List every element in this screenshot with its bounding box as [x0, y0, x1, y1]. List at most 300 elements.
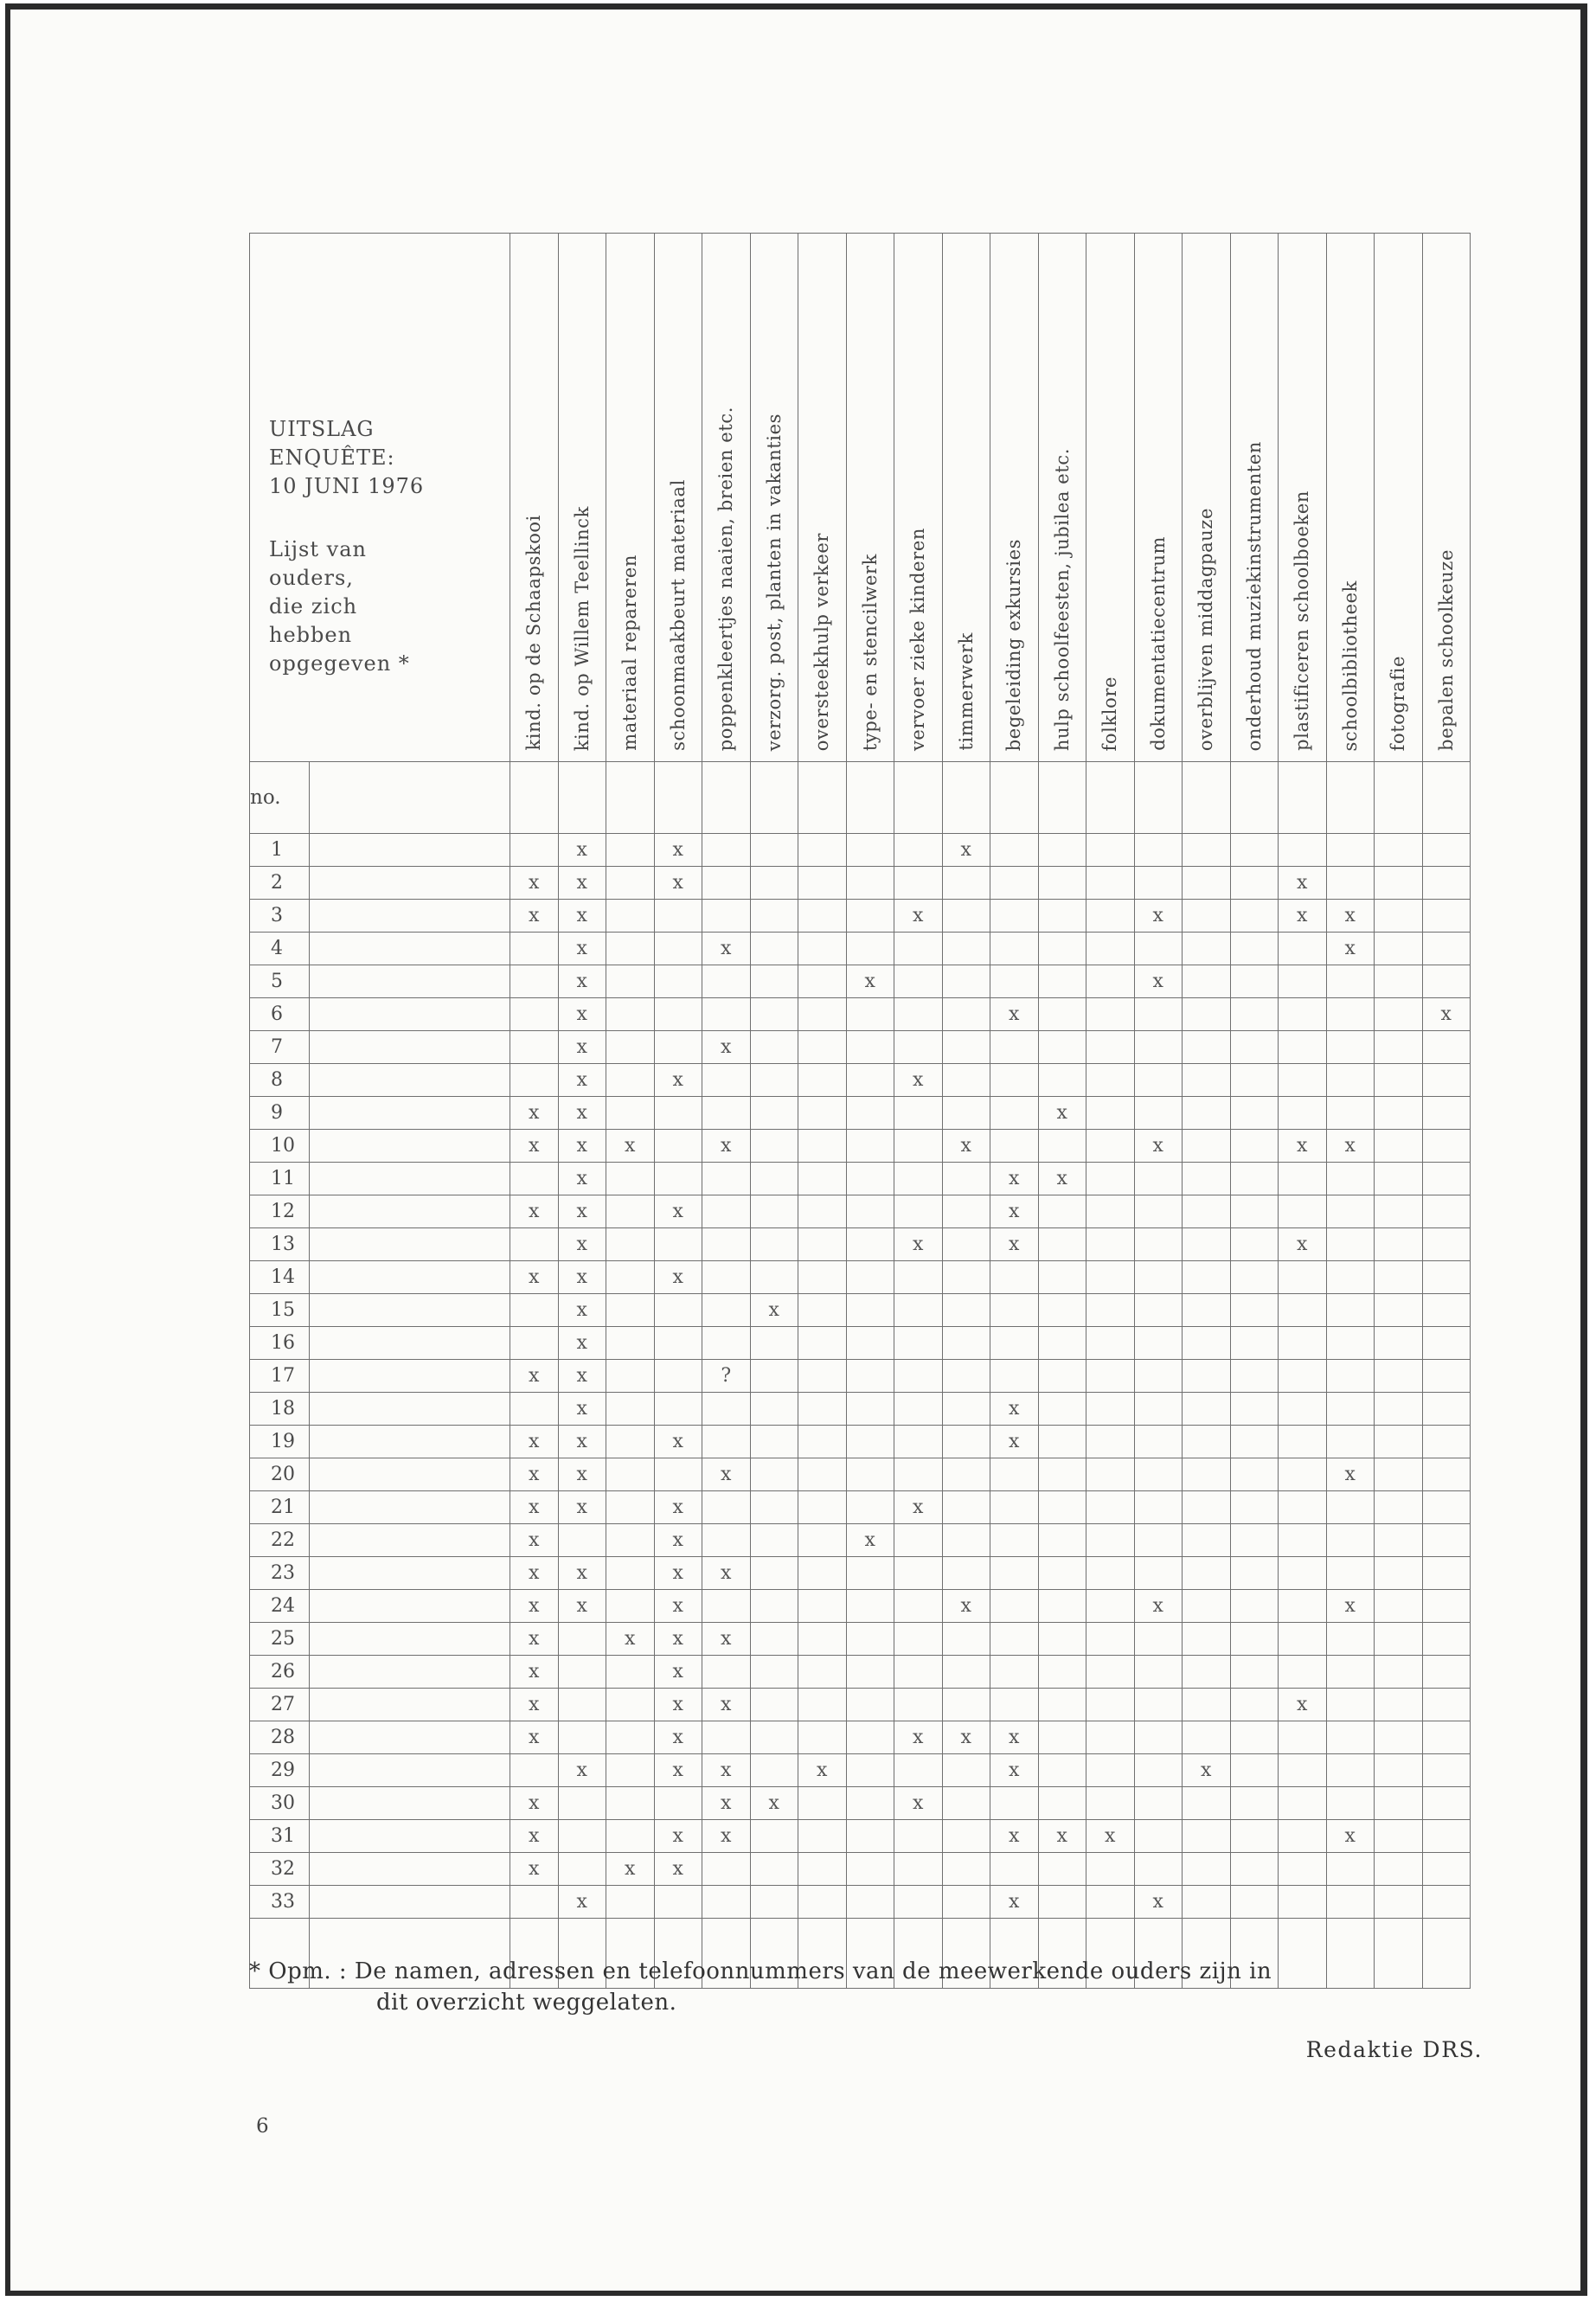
mark-cell [1375, 834, 1423, 867]
column-header-label: oversteekhulp verkeer [811, 532, 833, 751]
mark-cell [1183, 1261, 1231, 1294]
mark-cell [1279, 1491, 1327, 1524]
mark-cell [846, 1623, 894, 1656]
mark-cell [702, 1491, 751, 1524]
name-cell [309, 1458, 510, 1491]
page-number: 6 [256, 2115, 269, 2138]
mark-cell [1375, 1491, 1423, 1524]
column-header [1134, 234, 1183, 762]
mark-cell [1422, 900, 1471, 933]
mark-cell [750, 1623, 798, 1656]
mark-cell [1326, 1491, 1375, 1524]
mark-cell [750, 1689, 798, 1721]
mark-cell: x [558, 1261, 606, 1294]
subtitle-line: ouders, [269, 566, 354, 590]
name-cell [309, 998, 510, 1031]
no-row-cell [1326, 762, 1375, 834]
mark-cell [1279, 1163, 1327, 1195]
subtitle-block [269, 535, 494, 678]
mark-cell: x [846, 965, 894, 998]
mark-cell [942, 965, 990, 998]
mark-cell [1230, 1590, 1279, 1623]
mark-cell [1422, 1623, 1471, 1656]
footnote-line: * Opm. : De namen, adressen en telefoonnummers van de meewerkende ouders zijn in [249, 1958, 1272, 1984]
mark-cell [1183, 1853, 1231, 1886]
mark-cell: x [510, 1853, 559, 1886]
row-number: 21 [250, 1491, 310, 1524]
mark-cell [990, 1360, 1039, 1393]
mark-cell: x [510, 1195, 559, 1228]
mark-cell [1326, 1754, 1375, 1787]
mark-cell [1230, 1491, 1279, 1524]
mark-cell [702, 1886, 751, 1919]
mark-cell [1422, 1426, 1471, 1458]
mark-cell [1134, 1557, 1183, 1590]
mark-cell [798, 1360, 847, 1393]
mark-cell [702, 834, 751, 867]
mark-cell [1375, 1754, 1423, 1787]
mark-cell: x [1326, 1458, 1375, 1491]
mark-cell: x [702, 1754, 751, 1787]
row-number: 8 [250, 1064, 310, 1097]
mark-cell [1183, 1064, 1231, 1097]
mark-cell [1086, 1590, 1135, 1623]
mark-cell [942, 998, 990, 1031]
column-header [1422, 234, 1471, 762]
mark-cell [894, 1886, 943, 1919]
mark-cell [1422, 1360, 1471, 1393]
row-number: 17 [250, 1360, 310, 1393]
mark-cell: x [1279, 867, 1327, 900]
column-header [1230, 234, 1279, 762]
column-header [510, 234, 559, 762]
no-row-cell [558, 762, 606, 834]
mark-cell [1134, 1097, 1183, 1130]
mark-cell [1422, 1195, 1471, 1228]
mark-cell [1134, 1031, 1183, 1064]
mark-cell [702, 1853, 751, 1886]
mark-cell: x [654, 1590, 702, 1623]
no-row-cell [1134, 762, 1183, 834]
mark-cell [942, 1393, 990, 1426]
mark-cell [1422, 867, 1471, 900]
title-date: 10 JUNI 1976 [269, 474, 425, 498]
mark-cell [1183, 1590, 1231, 1623]
mark-cell: x [990, 1754, 1039, 1787]
mark-cell [654, 933, 702, 965]
column-header-label: kind. op de Schaapskooi [523, 515, 545, 751]
mark-cell [894, 1261, 943, 1294]
mark-cell: x [558, 1590, 606, 1623]
mark-cell: x [750, 1787, 798, 1820]
header-row [250, 234, 1471, 762]
row-number: 27 [250, 1689, 310, 1721]
mark-cell [1134, 1327, 1183, 1360]
mark-cell [942, 1228, 990, 1261]
mark-cell [1422, 1261, 1471, 1294]
mark-cell [942, 933, 990, 965]
column-header [846, 234, 894, 762]
subtitle-line: Lijst van [269, 537, 367, 561]
no-row-cell [990, 762, 1039, 834]
mark-cell: x [894, 1228, 943, 1261]
mark-cell [894, 965, 943, 998]
mark-cell [1230, 1426, 1279, 1458]
mark-cell: x [510, 1458, 559, 1491]
mark-cell [1279, 1261, 1327, 1294]
mark-cell [1375, 965, 1423, 998]
mark-cell: x [990, 1426, 1039, 1458]
name-cell [309, 1886, 510, 1919]
mark-cell: x [702, 1623, 751, 1656]
mark-cell [558, 1524, 606, 1557]
mark-cell [990, 1294, 1039, 1327]
mark-cell [1038, 1031, 1086, 1064]
column-header [798, 234, 847, 762]
mark-cell [1375, 1721, 1423, 1754]
mark-cell [750, 834, 798, 867]
mark-cell [510, 933, 559, 965]
mark-cell [606, 1754, 655, 1787]
mark-cell [1326, 1623, 1375, 1656]
mark-cell [798, 1393, 847, 1426]
no-row-cell [894, 762, 943, 834]
mark-cell [1230, 965, 1279, 998]
mark-cell: x [1183, 1754, 1231, 1787]
no-row-cell [702, 762, 751, 834]
mark-cell [894, 1754, 943, 1787]
mark-cell [750, 1097, 798, 1130]
mark-cell [1038, 1426, 1086, 1458]
mark-cell [1279, 998, 1327, 1031]
mark-cell [750, 1458, 798, 1491]
mark-cell [606, 1458, 655, 1491]
mark-cell [1422, 1721, 1471, 1754]
mark-cell [990, 1590, 1039, 1623]
mark-cell [1422, 1130, 1471, 1163]
signature: Redaktie DRS. [1305, 2037, 1483, 2062]
mark-cell [1422, 1886, 1471, 1919]
mark-cell [894, 1623, 943, 1656]
mark-cell [1422, 1853, 1471, 1886]
table-row [250, 1426, 1471, 1458]
column-header [606, 234, 655, 762]
mark-cell: x [894, 900, 943, 933]
mark-cell [606, 867, 655, 900]
mark-cell [1326, 1360, 1375, 1393]
mark-cell [1230, 1524, 1279, 1557]
name-cell [309, 1327, 510, 1360]
mark-cell [1375, 1360, 1423, 1393]
mark-cell [942, 1327, 990, 1360]
mark-cell [894, 1820, 943, 1853]
mark-cell [1183, 1656, 1231, 1689]
column-header-label: schoolbibliotheek [1339, 580, 1361, 751]
mark-cell: x [510, 1623, 559, 1656]
mark-cell [1183, 1491, 1231, 1524]
mark-cell: x [510, 1097, 559, 1130]
mark-cell [942, 1524, 990, 1557]
mark-cell: x [654, 1557, 702, 1590]
mark-cell [1326, 1656, 1375, 1689]
mark-cell [1326, 867, 1375, 900]
mark-cell [894, 1294, 943, 1327]
mark-cell [558, 1853, 606, 1886]
mark-cell [606, 834, 655, 867]
mark-cell [1279, 1886, 1327, 1919]
mark-cell: x [558, 1557, 606, 1590]
mark-cell [1375, 1853, 1423, 1886]
row-number: 5 [250, 965, 310, 998]
mark-cell [1183, 1195, 1231, 1228]
mark-cell [1038, 900, 1086, 933]
mark-cell [1326, 1557, 1375, 1590]
mark-cell: x [558, 1754, 606, 1787]
column-header [1326, 234, 1375, 762]
mark-cell [1038, 933, 1086, 965]
mark-cell [1086, 1853, 1135, 1886]
mark-cell [1422, 834, 1471, 867]
mark-cell: x [702, 1787, 751, 1820]
mark-cell [654, 1130, 702, 1163]
mark-cell [1134, 1524, 1183, 1557]
mark-cell [1183, 1031, 1231, 1064]
footnote [249, 1956, 1272, 2018]
mark-cell [1230, 1097, 1279, 1130]
mark-cell [606, 1393, 655, 1426]
mark-cell [1134, 1656, 1183, 1689]
mark-cell [798, 1721, 847, 1754]
mark-cell [510, 1294, 559, 1327]
mark-cell: x [558, 1458, 606, 1491]
mark-cell [942, 1097, 990, 1130]
no-row-cell [1422, 762, 1471, 834]
mark-cell [1279, 1590, 1327, 1623]
mark-cell [654, 1327, 702, 1360]
mark-cell [1375, 998, 1423, 1031]
mark-cell [702, 1163, 751, 1195]
mark-cell [990, 1130, 1039, 1163]
mark-cell [990, 1689, 1039, 1721]
mark-cell [1230, 1327, 1279, 1360]
table-row [250, 1031, 1471, 1064]
table-body [250, 834, 1471, 1989]
mark-cell [1086, 1524, 1135, 1557]
mark-cell [894, 834, 943, 867]
title-line: UITSLAG [269, 417, 375, 441]
mark-cell [1230, 1787, 1279, 1820]
mark-cell [1230, 1163, 1279, 1195]
name-cell [309, 1820, 510, 1853]
mark-cell [894, 1458, 943, 1491]
mark-cell [798, 1130, 847, 1163]
column-header [1086, 234, 1135, 762]
column-header-label: type- en stencilwerk [859, 553, 881, 751]
table-row [250, 900, 1471, 933]
mark-cell [1230, 1820, 1279, 1853]
mark-cell [846, 1458, 894, 1491]
mark-cell [606, 1360, 655, 1393]
mark-cell: x [1279, 900, 1327, 933]
column-header [942, 234, 990, 762]
mark-cell [894, 1360, 943, 1393]
mark-cell: x [558, 933, 606, 965]
table-row [250, 1754, 1471, 1787]
mark-cell [846, 1426, 894, 1458]
mark-cell [750, 1853, 798, 1886]
mark-cell [1375, 1886, 1423, 1919]
mark-cell [942, 900, 990, 933]
row-number: 24 [250, 1590, 310, 1623]
mark-cell: x [990, 1195, 1039, 1228]
mark-cell [1422, 1327, 1471, 1360]
mark-cell: x [558, 1327, 606, 1360]
mark-cell [1422, 1228, 1471, 1261]
column-header [702, 234, 751, 762]
row-number: 1 [250, 834, 310, 867]
mark-cell: x [1326, 933, 1375, 965]
mark-cell: ? [702, 1360, 751, 1393]
mark-cell [798, 1097, 847, 1130]
empty-cell [1326, 1919, 1375, 1989]
table-row [250, 1360, 1471, 1393]
table-row [250, 1163, 1471, 1195]
mark-cell [606, 1195, 655, 1228]
mark-cell [1422, 1294, 1471, 1327]
mark-cell [846, 1031, 894, 1064]
table-row [250, 1853, 1471, 1886]
table-row [250, 1590, 1471, 1623]
column-header-label: onderhoud muziekinstrumenten [1243, 440, 1265, 751]
mark-cell [1086, 965, 1135, 998]
table-row [250, 1458, 1471, 1491]
mark-cell [1230, 933, 1279, 965]
mark-cell [606, 1064, 655, 1097]
mark-cell: x [702, 1820, 751, 1853]
mark-cell [1326, 1163, 1375, 1195]
mark-cell [1375, 1097, 1423, 1130]
mark-cell: x [558, 998, 606, 1031]
mark-cell [1375, 1163, 1423, 1195]
mark-cell [750, 933, 798, 965]
mark-cell [798, 933, 847, 965]
mark-cell: x [510, 900, 559, 933]
mark-cell: x [510, 1360, 559, 1393]
mark-cell: x [702, 1689, 751, 1721]
mark-cell [942, 1064, 990, 1097]
mark-cell [1326, 1064, 1375, 1097]
mark-cell [750, 1228, 798, 1261]
mark-cell [1230, 1754, 1279, 1787]
table-row [250, 1524, 1471, 1557]
name-cell [309, 1031, 510, 1064]
mark-cell [702, 1656, 751, 1689]
table-row [250, 1689, 1471, 1721]
mark-cell [1230, 1031, 1279, 1064]
mark-cell [654, 965, 702, 998]
mark-cell [846, 1163, 894, 1195]
mark-cell [1326, 1393, 1375, 1426]
mark-cell [654, 900, 702, 933]
mark-cell: x [654, 1656, 702, 1689]
mark-cell [1326, 1261, 1375, 1294]
mark-cell [1086, 1195, 1135, 1228]
mark-cell [606, 1491, 655, 1524]
mark-cell [606, 1557, 655, 1590]
column-header [558, 234, 606, 762]
mark-cell [1279, 1294, 1327, 1327]
mark-cell [1038, 1524, 1086, 1557]
mark-cell [942, 1820, 990, 1853]
mark-cell [1422, 1656, 1471, 1689]
mark-cell [798, 1294, 847, 1327]
mark-cell: x [798, 1754, 847, 1787]
column-header-label: materiaal repareren [619, 554, 641, 751]
mark-cell [1279, 1853, 1327, 1886]
name-cell [309, 1163, 510, 1195]
mark-cell [1086, 1327, 1135, 1360]
mark-cell [942, 1458, 990, 1491]
row-number: 31 [250, 1820, 310, 1853]
mark-cell [1183, 867, 1231, 900]
mark-cell [990, 1557, 1039, 1590]
mark-cell [750, 1820, 798, 1853]
mark-cell [1134, 1853, 1183, 1886]
mark-cell: x [1038, 1163, 1086, 1195]
mark-cell: x [702, 933, 751, 965]
mark-cell [798, 1853, 847, 1886]
name-cell [309, 1721, 510, 1754]
mark-cell [846, 867, 894, 900]
mark-cell [1230, 1853, 1279, 1886]
row-number: 10 [250, 1130, 310, 1163]
table-row [250, 1130, 1471, 1163]
mark-cell [990, 1853, 1039, 1886]
name-cell [309, 1097, 510, 1130]
name-cell [309, 1064, 510, 1097]
mark-cell [1326, 1228, 1375, 1261]
mark-cell [702, 1228, 751, 1261]
mark-cell [1183, 1721, 1231, 1754]
mark-cell [1134, 867, 1183, 900]
mark-cell [846, 1754, 894, 1787]
mark-cell [846, 1820, 894, 1853]
mark-cell [942, 1853, 990, 1886]
mark-cell: x [894, 1064, 943, 1097]
mark-cell: x [510, 1491, 559, 1524]
mark-cell [1326, 834, 1375, 867]
mark-cell [1134, 998, 1183, 1031]
mark-cell: x [1279, 1689, 1327, 1721]
mark-cell: x [558, 834, 606, 867]
title-block [269, 415, 529, 501]
mark-cell [1134, 1261, 1183, 1294]
mark-cell [1375, 1524, 1423, 1557]
mark-cell [798, 1163, 847, 1195]
mark-cell [1086, 1163, 1135, 1195]
mark-cell: x [654, 1261, 702, 1294]
row-number: 25 [250, 1623, 310, 1656]
mark-cell: x [558, 1130, 606, 1163]
mark-cell [1086, 1294, 1135, 1327]
mark-cell [846, 1097, 894, 1130]
row-number: 12 [250, 1195, 310, 1228]
empty-cell [1279, 1919, 1327, 1989]
mark-cell [942, 1491, 990, 1524]
mark-cell [798, 998, 847, 1031]
mark-cell [1422, 1491, 1471, 1524]
no-row [250, 762, 1471, 834]
